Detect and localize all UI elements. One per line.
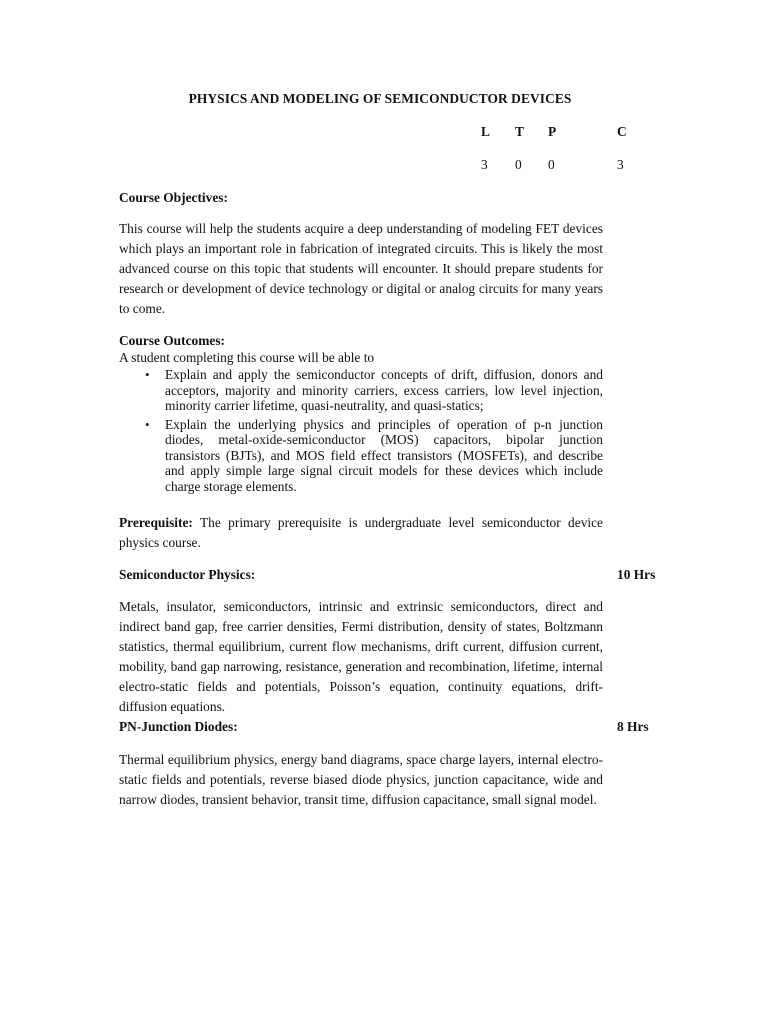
credit-value-t: 0: [515, 157, 522, 172]
unit-heading-pn-junction-diodes: PN-Junction Diodes:: [119, 719, 238, 734]
unit-text-pn-junction-diodes: Thermal equilibrium physics, energy band diagrams, space charge layers, internal electro-static fields and potentials, reverse biased diode physics, junction capacitance, wide and narrow diodes, transient behavior, transit time, diffusion capacitance, small signal model.: [119, 752, 603, 807]
credit-value-l: 3: [481, 157, 488, 172]
prerequisite-text: The primary prerequisite is undergraduate level semiconductor device physics course.: [119, 515, 603, 550]
credit-header-c: C: [617, 124, 627, 139]
outcome-item-2: [119, 417, 603, 495]
unit-heading-semiconductor-physics: Semiconductor Physics:: [119, 567, 256, 582]
credit-header-t: T: [515, 124, 524, 139]
outcomes-list: [119, 367, 603, 494]
objectives-text: This course will help the students acquire a deep understanding of modeling FET devices which plays an important role in fabrication of integrated circuits. This is likely the most advanced course on this topic that students will encounter. It should prepare students for research or development of device technology or digital or analog circuits for many years to come.: [119, 221, 603, 316]
bullet-icon: •: [145, 416, 150, 432]
credit-header-l: L: [481, 124, 490, 139]
outcome-item-1: [119, 367, 603, 414]
prerequisite-paragraph: [119, 513, 603, 553]
prerequisite-label: Prerequisite:: [119, 515, 193, 530]
outcomes-heading: Course Outcomes:: [119, 333, 225, 348]
objectives-heading: Course Objectives:: [119, 190, 228, 205]
credit-value-p: 0: [548, 157, 555, 172]
document-title: PHYSICS AND MODELING OF SEMICONDUCTOR DEVICES: [188, 91, 572, 106]
bullet-icon: •: [145, 367, 150, 382]
outcomes-intro: A student completing this course will be able to: [119, 350, 375, 365]
unit-hours-semiconductor-physics: 10 Hrs: [617, 567, 656, 582]
unit-text-semiconductor-physics: Metals, insulator, semiconductors, intrinsic and extrinsic semiconductors, direct and indirect band gap, free carrier densities, Fermi distribution, density of states, Boltzmann statistics, thermal equilibrium, current flow mechanisms, drift current, diffusion current, mobility, band gap narrowing, resistance, generation and recombination, lifetime, internal electro-static fields and potentials, Poisson’s equation, continuity equations, drift-diffusion equations.: [119, 599, 603, 714]
credit-value-c: 3: [617, 157, 624, 172]
outcome-text-1: Explain and apply the semiconductor concepts of drift, diffusion, donors and acceptors, majority and minority carriers, excess carriers, low level injection, minority carrier lifetime, quasi-neutrality, and quasi-statics;: [165, 367, 603, 413]
unit-hours-pn-junction-diodes: 8 Hrs: [617, 719, 649, 734]
outcome-text-2: Explain the underlying physics and principles of operation of p-n junction diodes, metal-oxide-semiconductor (MOS) capacitors, bipolar junction transistors (BJTs), and MOS field effect transistors (MOSFETs), and describe and apply simple large signal circuit models for these devices which include charge storage elements.: [165, 416, 603, 494]
credit-header-p: P: [548, 124, 557, 139]
